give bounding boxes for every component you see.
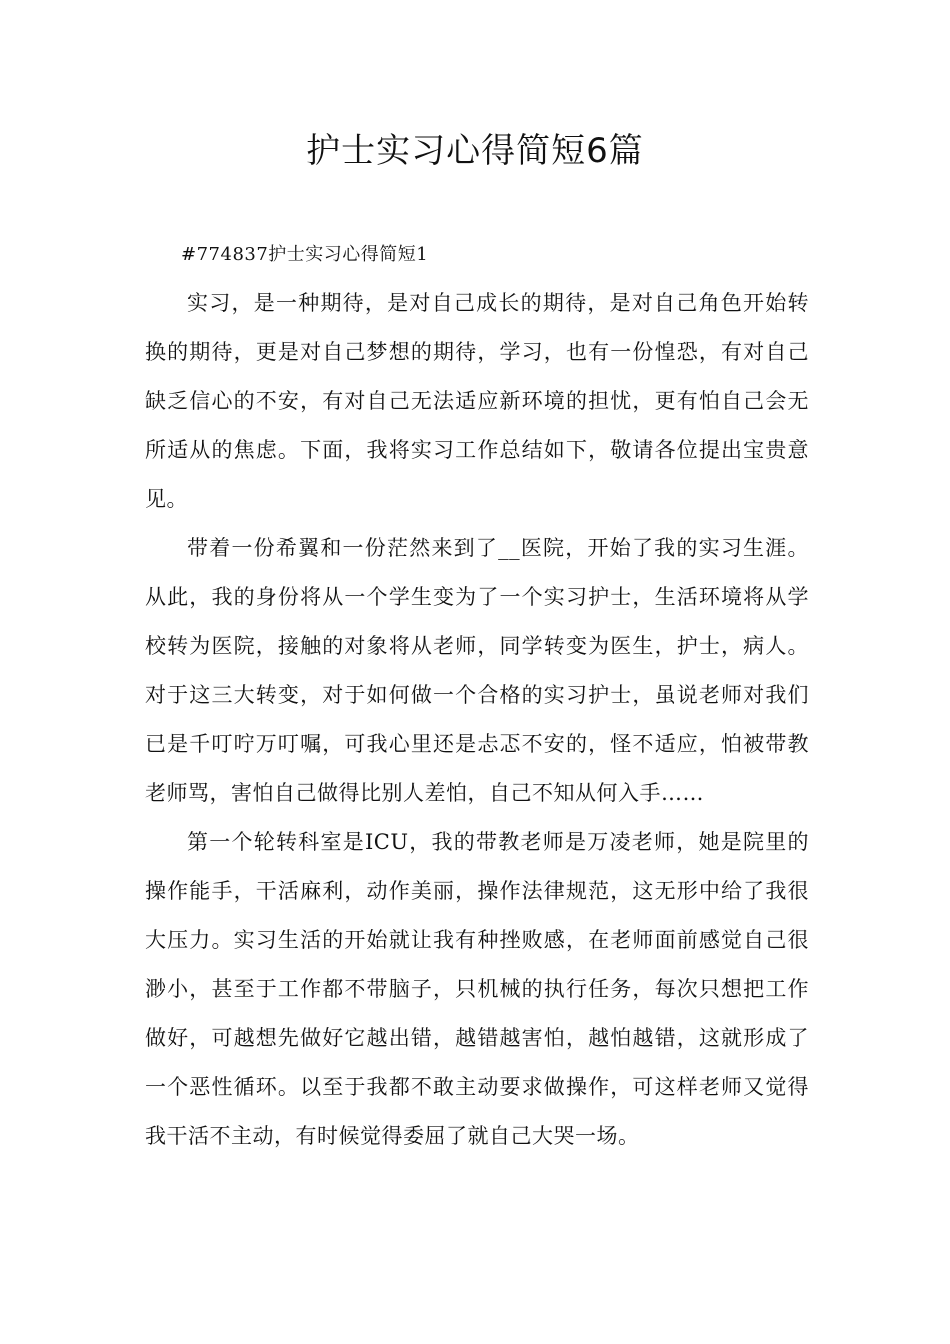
paragraph-1: 实习，是一种期待，是对自己成长的期待，是对自己角色开始转换的期待，更是对自己梦想的期待，学习，也有一份惶恐，有对自己缺乏信心的不安，有对自己无法适应新环境的担忧，更有怕自己会无所适从的焦虑。下面，我将实习工作总结如下，敬请各位提出宝贵意见。 [145, 291, 809, 511]
paragraph-2: 带着一份希翼和一份茫然来到了__医院，开始了我的实习生涯。从此，我的身份将从一个学生变为了一个实习护士，生活环境将从学校转为医院，接触的对象将从老师，同学转变为医生，护士，病人。对于这三大转变，对于如何做一个合格的实习护士，虽说老师对我们已是千叮咛万叮嘱，可我心里还是忐忑不安的，怪不适应，怕被带教老师骂，害怕自己做得比别人差怕，自己不知从何入手…… [145, 536, 809, 805]
paragraph-3: 第一个轮转科室是ICU，我的带教老师是万凌老师，她是院里的操作能手，干活麻利，动作美丽，操作法律规范，这无形中给了我很大压力。实习生活的开始就让我有种挫败感，在老师面前感觉自己很渺小，甚至于工作都不带脑子，只机械的执行任务，每次只想把工作做好，可越想先做好它越出错，越错越害怕，越怕越错，这就形成了一个恶性循环。以至于我都不敢主动要求做操作，可这样老师又觉得我干活不主动，有时候觉得委屈了就自己大哭一场。 [145, 830, 809, 1148]
document-body [145, 230, 809, 1161]
document-title: 护士实习心得简短6篇 [306, 131, 644, 171]
section-subheading: #774837护士实习心得简短1 [181, 244, 429, 265]
